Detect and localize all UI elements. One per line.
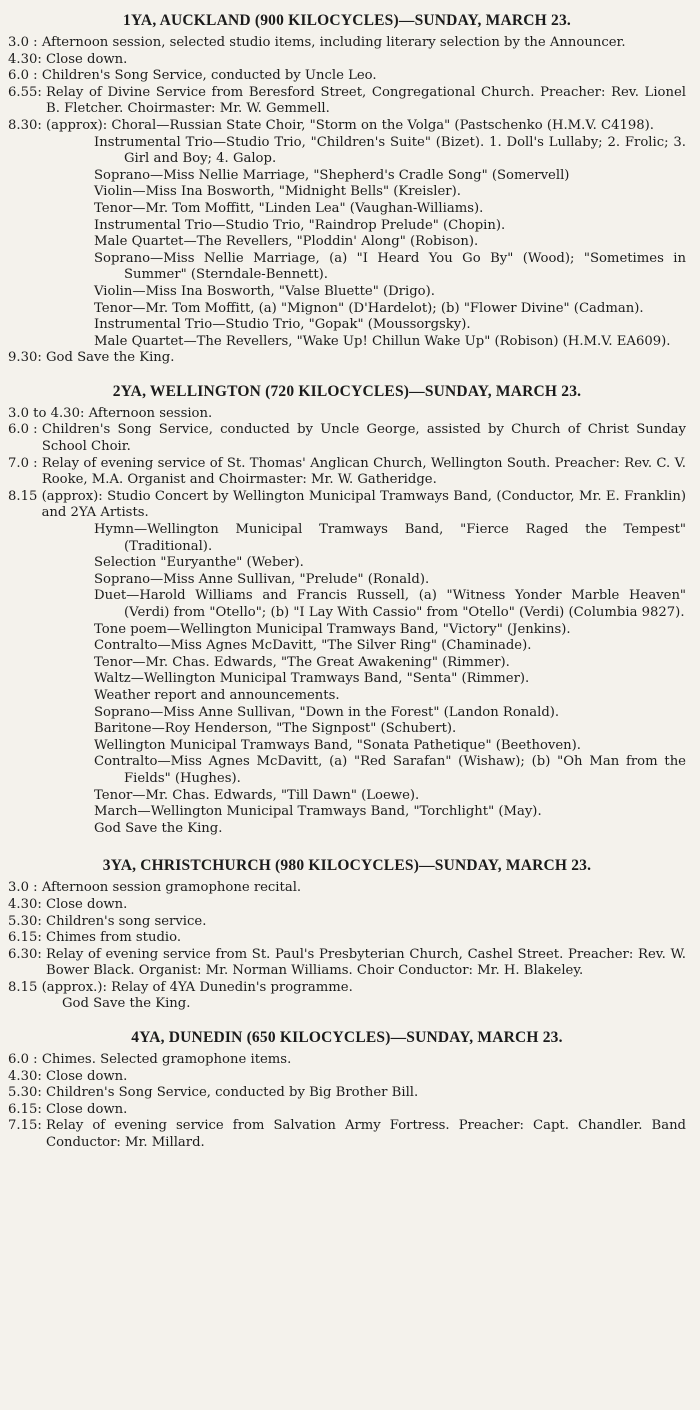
entry-time: 3.0 to 4.30: [8, 405, 89, 421]
program-item [8, 317, 686, 334]
program-entry [8, 68, 686, 85]
program-item [8, 671, 686, 688]
entry-time: 6.30: [8, 946, 46, 962]
program-item [8, 218, 686, 235]
entry-time: 8.15 [8, 488, 42, 504]
program-item [8, 721, 686, 738]
item-text: Tenor—Mr. Tom Moffitt, (a) "Mignon" (D'Hardelot); (b) "Flower Divine" (Cadman). [94, 300, 644, 316]
entry-text: (approx): Choral—Russian State Choir, "Storm on the Volga" (Pastschenko (H.M.V. C4198). [46, 117, 654, 133]
program-item [8, 572, 686, 589]
entry-text: (approx): Studio Concert by Wellington Municipal Tramways Band, (Conductor, Mr. E. Franklin) and 2YA Artists. [41, 488, 686, 521]
item-text: Soprano—Miss Nellie Marriage, "Shepherd's Cradle Song" (Somervell) [94, 167, 570, 183]
entry-time: 9.30: [8, 350, 46, 366]
item-text: God Save the King. [94, 820, 223, 836]
section-1ya-auckland [8, 12, 686, 367]
closing-line: God Save the King. [62, 996, 191, 1012]
entry-text: Chimes. Selected gramophone items. [41, 1052, 292, 1068]
program-item [8, 555, 686, 572]
program-item [8, 655, 686, 672]
item-text: Tenor—Mr. Tom Moffitt, "Linden Lea" (Vaughan-Williams). [94, 200, 484, 216]
entry-time: 7.15: [8, 1118, 46, 1134]
section-heading: 3YA, CHRISTCHURCH (980 KILOCYCLES)—SUNDAY, MARCH 23. [102, 857, 592, 875]
entry-time: 8.15 [8, 979, 42, 995]
entry-text: Afternoon session gramophone recital. [41, 880, 302, 896]
section-heading: 1YA, AUCKLAND (900 KILOCYCLES)—SUNDAY, MARCH 23. [123, 12, 571, 29]
program-item [8, 588, 686, 621]
item-text: Violin—Miss Ina Bosworth, "Valse Bluette" (Drigo). [94, 283, 435, 299]
program-item [8, 622, 686, 639]
program-item [8, 135, 686, 168]
item-text: Violin—Miss Ina Bosworth, "Midnight Bells" (Kreisler). [94, 184, 461, 200]
entry-text: Relay of evening service from Salvation Army Fortress. Preacher: Capt. Chandler. Band Conductor: Mr. Millard. [46, 1118, 686, 1151]
entry-time: 6.15: [8, 1101, 46, 1117]
program-item [8, 688, 686, 705]
program-item [8, 284, 686, 301]
item-text: Male Quartet—The Revellers, "Ploddin' Along" (Robison). [94, 234, 479, 250]
entry-time: 6.0 : [8, 68, 42, 84]
entry-time: 3.0 : [8, 35, 42, 50]
item-text: Tenor—Mr. Chas. Edwards, "The Great Awakening" (Rimmer). [94, 654, 510, 670]
entry-text: God Save the King. [46, 350, 175, 366]
section-3ya-christchurch [8, 857, 686, 1013]
entry-time: 6.55: [8, 84, 46, 100]
program-item [8, 168, 686, 185]
entry-text: Afternoon session. [88, 405, 213, 421]
program-entry [8, 406, 686, 423]
program-item [8, 522, 686, 555]
section-heading: 2YA, WELLINGTON (720 KILOCYCLES)—SUNDAY, MARCH 23. [112, 382, 582, 400]
program-entry [8, 456, 686, 489]
item-text: Hymn—Wellington Municipal Tramways Band, "Fierce Raged the Tempest" (Traditional). [94, 522, 686, 554]
entry-time: 6.0 : [8, 1052, 42, 1068]
item-text: Male Quartet—The Revellers, "Wake Up! Chillun Wake Up" (Robison) (H.M.V. EA609). [94, 333, 671, 349]
entry-time: 4.30: [8, 1068, 46, 1084]
entry-time: 5.30: [8, 1085, 46, 1101]
program-item [8, 234, 686, 251]
program-entry [8, 118, 686, 135]
program-entry [8, 1052, 686, 1069]
program-entry [8, 85, 686, 118]
entry-time: 5.30: [8, 913, 46, 929]
entry-text: Children's Song Service, conducted by Uncle George, assisted by Church of Christ Sunday School Choir. [41, 422, 686, 455]
entry-text: Close down. [46, 896, 128, 912]
program-entry [8, 914, 686, 931]
entry-text: Close down. [46, 51, 128, 67]
item-text: Wellington Municipal Tramways Band, "Sonata Pathetique" (Beethoven). [94, 737, 581, 753]
item-text: Baritone—Roy Henderson, "The Signpost" (Schubert). [94, 721, 457, 737]
entry-text: Close down. [46, 1101, 128, 1117]
entry-time: 7.0 : [8, 455, 42, 471]
item-text: Contralto—Miss Agnes McDavitt, "The Silver Ring" (Chaminade). [94, 638, 532, 654]
program-entry [8, 980, 686, 997]
program-item [8, 738, 686, 755]
entry-time: 4.30: [8, 896, 46, 912]
entry-text: Afternoon session, selected studio items, including literary selection by the Announcer. [41, 35, 626, 50]
program-item [8, 821, 686, 838]
program-entry [8, 422, 686, 455]
program-item [8, 804, 686, 821]
entry-text: Relay of Divine Service from Beresford Street, Congregational Church. Preacher: Rev. Lionel B. Fletcher. Choirmaster: Mr. W. Gemmell. [46, 84, 686, 117]
program-entry [8, 35, 686, 52]
section-2ya-wellington [8, 383, 686, 837]
entry-time: 4.30: [8, 51, 46, 67]
section-heading: 4YA, DUNEDIN (650 KILOCYCLES)—SUNDAY, MARCH 23. [131, 1029, 563, 1047]
item-text: March—Wellington Municipal Tramways Band, "Torchlight" (May). [94, 804, 542, 820]
program-entry [8, 489, 686, 522]
item-text: Tone poem—Wellington Municipal Tramways Band, "Victory" (Jenkins). [94, 621, 571, 637]
entry-text: Chimes from studio. [46, 930, 182, 946]
entry-time: 6.0 : [8, 422, 42, 438]
item-text: Weather report and announcements. [94, 687, 340, 703]
item-text: Instrumental Trio—Studio Trio, "Children's Suite" (Bizet). 1. Doll's Lullaby; 2. Frolic; 3. Girl and Boy; 4. Galop. [94, 134, 686, 167]
entry-text: Children's Song Service, conducted by Uncle Leo. [41, 68, 377, 84]
item-text: Soprano—Miss Anne Sullivan, "Prelude" (Ronald). [94, 571, 430, 587]
program-item [8, 788, 686, 805]
program-entry [8, 1069, 686, 1086]
program-entry [8, 1102, 686, 1119]
program-entry [8, 1085, 686, 1102]
entry-time: 6.15: [8, 930, 46, 946]
entry-time: 8.30: [8, 117, 46, 133]
program-entry [8, 52, 686, 69]
item-text: Instrumental Trio—Studio Trio, "Gopak" (Moussorgsky). [94, 317, 471, 333]
item-text: Selection "Euryanthe" (Weber). [94, 555, 304, 571]
program-entry [8, 930, 686, 947]
item-text: Instrumental Trio—Studio Trio, "Raindrop Prelude" (Chopin). [94, 217, 506, 233]
program-item [8, 638, 686, 655]
item-text: Soprano—Miss Nellie Marriage, (a) "I Heard You Go By" (Wood); "Sometimes in Summer" (Sterndale-Bennett). [94, 250, 686, 283]
entry-text: Relay of evening service of St. Thomas' Anglican Church, Wellington South. Preacher: Rev. C. V. Rooke, M.A. Organist and Choirmaster: Mr. W. Gatheridge. [41, 455, 686, 488]
program-item [8, 251, 686, 284]
entry-text: Close down. [46, 1068, 128, 1084]
entry-text: Children's song service. [46, 913, 207, 929]
program-entry [8, 880, 686, 897]
program-item [8, 301, 686, 318]
item-text: Tenor—Mr. Chas. Edwards, "Till Dawn" (Loewe). [94, 787, 420, 803]
entry-text: Children's Song Service, conducted by Big Brother Bill. [46, 1085, 419, 1101]
entry-text: Relay of evening service from St. Paul's Presbyterian Church, Cashel Street. Preacher: Rev. W. Bower Black. Organist: Mr. Norman Williams. Choir Conductor: Mr. H. Blakeley. [46, 946, 686, 979]
entry-text: (approx.): Relay of 4YA Dunedin's programme. [41, 979, 353, 995]
program-item [8, 201, 686, 218]
entry-time: 3.0 : [8, 880, 42, 896]
section-4ya-dunedin [8, 1029, 686, 1152]
program-item [8, 334, 686, 351]
item-text: Waltz—Wellington Municipal Tramways Band, "Senta" (Rimmer). [94, 671, 530, 687]
program-entry [8, 947, 686, 980]
program-entry [8, 350, 686, 367]
program-item [8, 705, 686, 722]
program-item [8, 754, 686, 787]
program-item [8, 184, 686, 201]
item-text: Soprano—Miss Anne Sullivan, "Down in the Forest" (Landon Ronald). [94, 704, 560, 720]
item-text: Contralto—Miss Agnes McDavitt, (a) "Red Sarafan" (Wishaw); (b) "Oh Man from the Fields" (Hughes). [94, 754, 686, 786]
program-entry [8, 897, 686, 914]
item-text: Duet—Harold Williams and Francis Russell, (a) "Witness Yonder Marble Heaven" (Verdi) from "Otello"; (b) "I Lay With Cassio" from "Otello" (Verdi) (Columbia 9827). [94, 588, 686, 620]
program-entry [8, 1118, 686, 1151]
